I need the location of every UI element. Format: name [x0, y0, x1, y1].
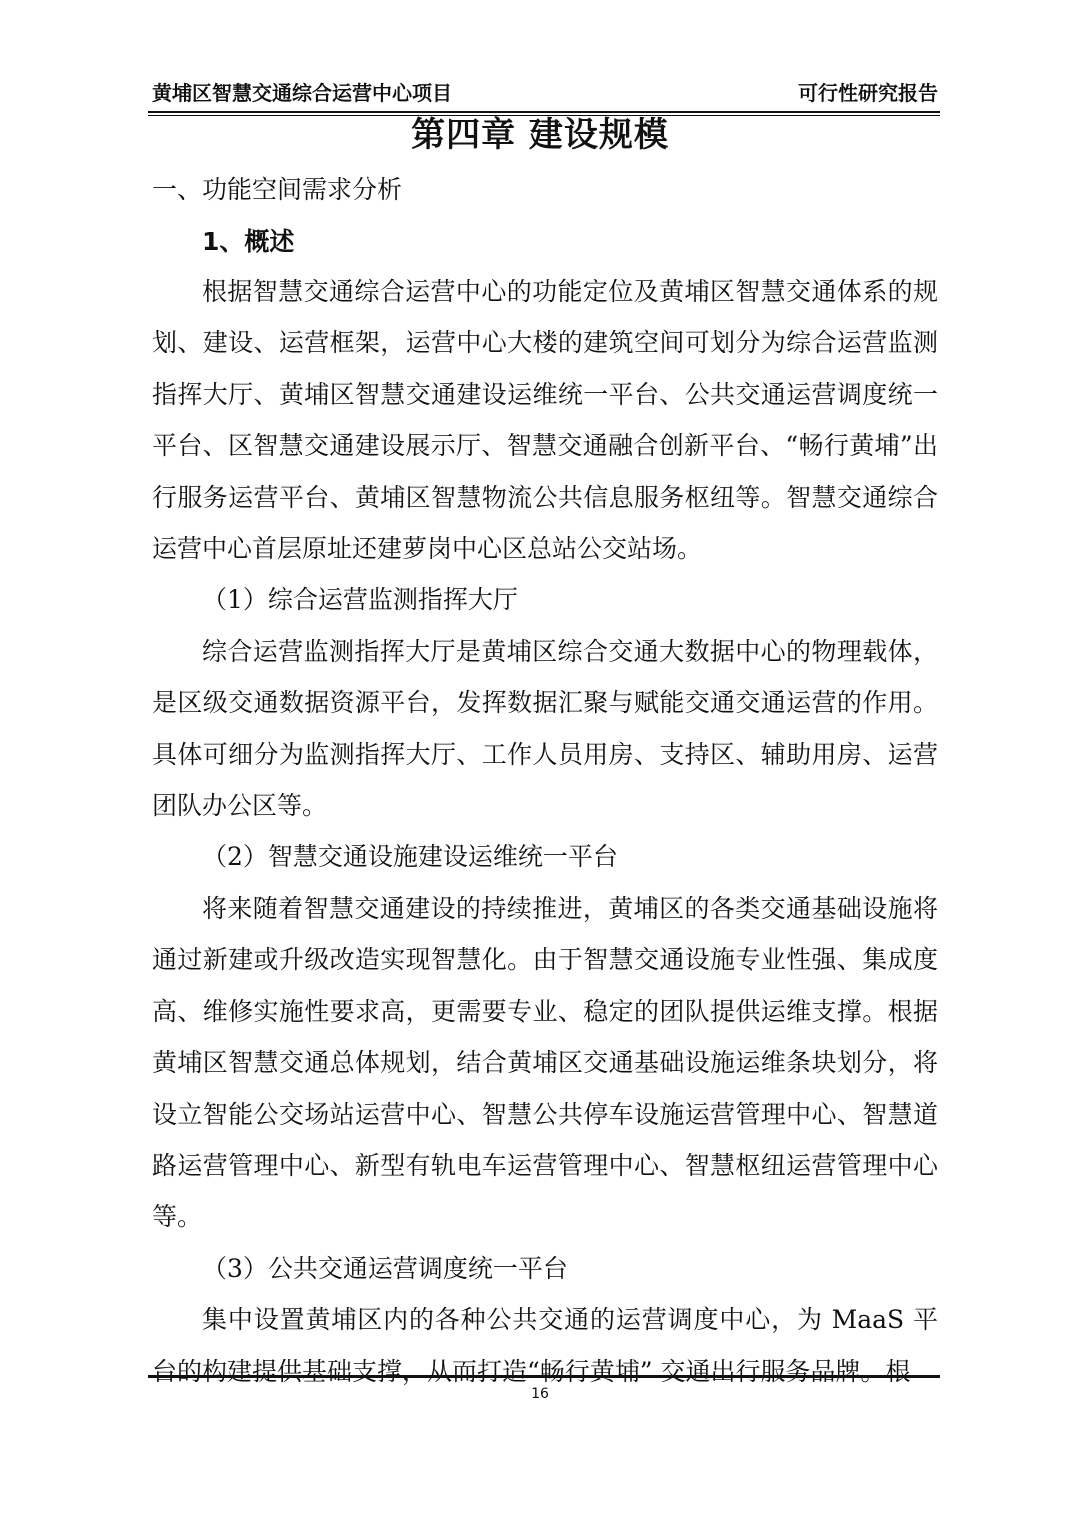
footer-divider: [148, 1375, 940, 1378]
sub-heading: 1、概述: [202, 227, 295, 256]
section-heading: 一、功能空间需求分析: [152, 175, 403, 204]
item-heading-1: （1）综合运营监测指挥大厅: [202, 585, 518, 615]
running-header: [152, 78, 938, 108]
item-heading-2: （2）智慧交通设施建设运维统一平台: [202, 842, 618, 872]
header-project-title: 黄埔区智慧交通综合运营中心项目: [152, 81, 452, 105]
header-report-type: 可行性研究报告: [798, 81, 938, 105]
paragraph-item-3: 集中设置黄埔区内的各种公共交通的运营调度中心，为 MaaS 平台的构建提供基础支撑，从而打造“畅行黄埔” 交通出行服务品牌。根: [152, 1305, 938, 1386]
item-heading-3: （3）公共交通运营调度统一平台: [202, 1253, 568, 1283]
chapter-title: 第四章 建设规模: [411, 115, 669, 155]
body-text: [152, 266, 938, 1397]
page-number: 16: [531, 1386, 549, 1402]
paragraph-item-2: 将来随着智慧交通建设的持续推进，黄埔区的各类交通基础设施将通过新建或升级改造实现智慧化。由于智慧交通设施专业性强、集成度高、维修实施性要求高，更需要专业、稳定的团队提供运维支撑。根据黄埔区智慧交通总体规划，结合黄埔区交通基础设施运维条块划分，将设立智能公交场站运营中心、智慧公共停车设施运营管理中心、智慧道路运营管理中心、新型有轨电车运营管理中心、智慧枢纽运营管理中心等。: [152, 893, 938, 1232]
paragraph-item-1: 综合运营监测指挥大厅是黄埔区综合交通大数据中心的物理载体，是区级交通数据资源平台，发挥数据汇聚与赋能交通交通运营的作用。具体可细分为监测指挥大厅、工作人员用房、支持区、辅助用房、运营团队办公区等。: [152, 636, 938, 821]
paragraph-overview: 根据智慧交通综合运营中心的功能定位及黄埔区智慧交通体系的规划、建设、运营框架，运营中心大楼的建筑空间可划分为综合运营监测指挥大厅、黄埔区智慧交通建设运维统一平台、公共交通运营调度统一平台、区智慧交通建设展示厅、智慧交通融合创新平台、“畅行黄埔”出行服务运营平台、黄埔区智慧物流公共信息服务枢纽等。智慧交通综合运营中心首层原址还建萝岗中心区总站公交站场。: [152, 277, 938, 564]
